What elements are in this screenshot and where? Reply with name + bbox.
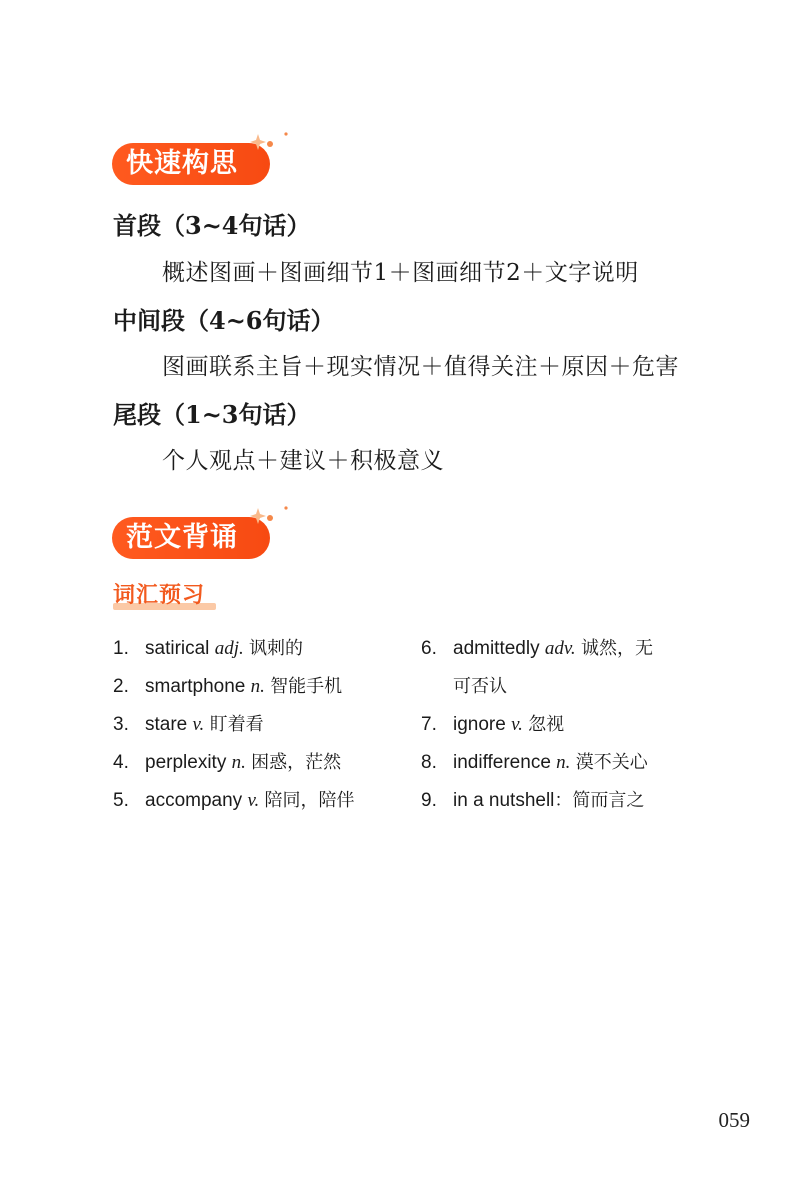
page-number: 059	[718, 1108, 750, 1132]
vocab-heading: 词汇预习	[113, 582, 206, 608]
vocab-meaning: 漠不关心	[575, 752, 648, 773]
vocab-word: perplexity	[145, 752, 227, 773]
vocab-number: 6.	[421, 638, 437, 659]
vocab-meaning: 忽视	[528, 714, 565, 735]
vocab-pos: v.	[192, 714, 205, 735]
vocab-meaning: 诚然，无	[580, 638, 653, 659]
vocab-list-left	[113, 630, 355, 820]
vocab-pos: n.	[250, 676, 265, 697]
vocab-pos: v.	[511, 714, 523, 735]
last-paragraph-count: （1~3句话）	[161, 400, 311, 429]
vocab-item	[421, 744, 653, 782]
vocab-number: 4.	[113, 752, 129, 773]
vocab-word: accompany	[145, 790, 243, 811]
vocab-meaning: 盯着看	[209, 714, 264, 735]
vocab-word: smartphone	[145, 676, 246, 697]
vocab-meaning: ：简而言之	[554, 790, 645, 811]
vocab-item	[421, 630, 653, 668]
vocab-pos: v.	[247, 790, 260, 811]
vocab-item	[113, 744, 355, 782]
vocab-meaning: 智能手机	[270, 676, 343, 697]
vocab-item	[113, 706, 355, 744]
first-paragraph-label: 首段	[113, 211, 161, 240]
middle-paragraph-body: 图画联系主旨＋现实情况＋值得关注＋原因＋危害	[162, 354, 679, 380]
vocab-meaning: 讽刺的	[249, 638, 303, 659]
middle-paragraph-label: 中间段	[113, 306, 185, 335]
vocab-item-continuation	[421, 668, 653, 706]
vocab-meaning: 陪同，陪伴	[264, 790, 355, 811]
last-paragraph-title	[113, 395, 311, 430]
vocab-number: 2.	[113, 676, 129, 697]
section-badge-model-essay: 范文背诵	[112, 517, 270, 559]
vocab-pos: adj.	[214, 638, 244, 659]
vocab-item	[113, 668, 355, 706]
vocab-number: 8.	[421, 752, 437, 773]
vocab-word: satirical	[145, 638, 210, 659]
vocab-item	[113, 630, 355, 668]
middle-paragraph-title	[113, 301, 335, 336]
middle-paragraph-count: （4~6句话）	[185, 306, 335, 335]
vocab-pos: n.	[231, 752, 246, 773]
vocab-number: 5.	[113, 790, 129, 811]
last-paragraph-label: 尾段	[113, 400, 161, 429]
sparkle-icon	[248, 502, 292, 534]
vocab-meaning: 困惑，茫然	[251, 752, 342, 773]
vocab-item	[421, 706, 653, 744]
vocab-meaning-continued: 可否认	[453, 676, 507, 697]
first-paragraph-count: （3~4句话）	[161, 211, 311, 240]
vocab-number: 3.	[113, 714, 129, 735]
vocab-word: ignore	[453, 714, 506, 735]
vocab-pos: adv.	[544, 638, 576, 659]
vocab-number: 1.	[113, 638, 129, 659]
first-paragraph-title	[113, 206, 311, 241]
vocab-word: indifference	[453, 752, 551, 773]
first-paragraph-body: 概述图画＋图画细节1＋图画细节2＋文字说明	[162, 260, 639, 286]
vocab-word: admittedly	[453, 638, 540, 659]
vocab-item	[421, 782, 653, 820]
vocab-pos: n.	[556, 752, 571, 773]
vocab-number: 9.	[421, 790, 437, 811]
last-paragraph-body: 个人观点＋建议＋积极意义	[162, 448, 444, 474]
section-badge-quick-outline: 快速构思	[112, 143, 270, 185]
sparkle-icon	[248, 128, 292, 160]
vocab-number: 7.	[421, 714, 437, 735]
vocab-item	[113, 782, 355, 820]
vocab-list-right	[421, 630, 653, 820]
vocab-word: stare	[145, 714, 188, 735]
vocab-word: in a nutshell	[453, 790, 555, 811]
